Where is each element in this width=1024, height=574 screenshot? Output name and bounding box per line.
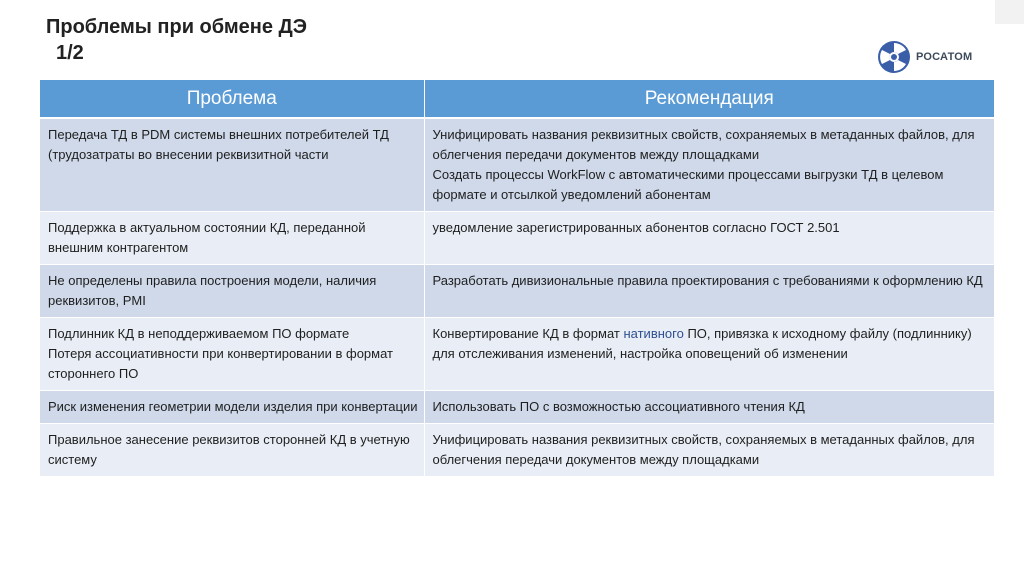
header-problem: Проблема xyxy=(40,80,424,118)
recommendation-text: Унифицировать названия реквизитных свойств, сохраняемых в метаданных файлов, для облегчения передачи документов между площадками xyxy=(432,432,975,467)
header-recommendation: Рекомендация xyxy=(424,80,994,118)
recommendation-cell xyxy=(424,318,994,391)
problem-text: Потеря ассоциативности при конвертировании в формат стороннего ПО xyxy=(48,346,393,381)
problem-cell xyxy=(40,424,424,477)
problem-text: Не определены правила построения модели, наличия реквизитов, PMI xyxy=(48,273,377,308)
problem-text: Правильное занесение реквизитов сторонней КД в учетную систему xyxy=(48,432,410,467)
recommendation-cell xyxy=(424,391,994,424)
rosatom-logo xyxy=(877,37,972,77)
problem-text: Подлинник КД в неподдерживаемом ПО формате xyxy=(48,326,350,341)
table-row xyxy=(40,318,994,391)
problem-cell xyxy=(40,212,424,265)
recommendation-cell xyxy=(424,118,994,212)
problem-cell xyxy=(40,265,424,318)
problem-text: Риск изменения геометрии модели изделия при конвертации xyxy=(48,399,418,414)
corner-decoration xyxy=(995,0,1024,24)
recommendation-text: Использовать ПО с возможностью ассоциативного чтения КД xyxy=(432,399,805,414)
recommendation-text: уведомление зарегистрированных абонентов согласно ГОСТ 2.501 xyxy=(432,220,840,235)
recommendation-text: Создать процессы WorkFlow с автоматическими процессами выгрузки ТД в целевом формате и отсылкой уведомлений абонентам xyxy=(432,167,944,202)
recommendation-cell xyxy=(424,212,994,265)
rosatom-atom-icon xyxy=(877,40,911,74)
table-header-row xyxy=(40,80,994,118)
table-row xyxy=(40,391,994,424)
title-line-2: 1/2 xyxy=(56,42,84,64)
page-title xyxy=(46,14,307,66)
recommendation-text: Унифицировать названия реквизитных свойств, сохраняемых в метаданных файлов, для облегчения передачи документов между площадками xyxy=(432,127,975,162)
logo-text: РОСАТОМ xyxy=(916,51,973,63)
recommendation-cell xyxy=(424,265,994,318)
table-row xyxy=(40,265,994,318)
recommendation-highlight: нативного xyxy=(623,326,684,341)
title-line-1: Проблемы при обмене ДЭ xyxy=(46,16,308,38)
problem-cell xyxy=(40,391,424,424)
recommendation-cell xyxy=(424,424,994,477)
table-row xyxy=(40,118,994,212)
problem-cell xyxy=(40,318,424,391)
recommendation-text-c: ПО, привязка к исходному файлу (подлиннику) для отслеживания изменений, настройка оповещений об изменении xyxy=(432,326,972,361)
problem-cell xyxy=(40,118,424,212)
recommendation-text: Разработать дивизиональные правила проектирования с требованиями к оформлению КД xyxy=(432,273,983,288)
recommendation-text-a: Конвертирование КД в формат xyxy=(432,326,624,341)
problem-text: Передача ТД в PDM системы внешних потребителей ТД (трудозатраты во внесении реквизитной части xyxy=(48,127,389,162)
table-row xyxy=(40,212,994,265)
table-row xyxy=(40,424,994,477)
problem-text: Поддержка в актуальном состоянии КД, переданной внешним контрагентом xyxy=(48,220,366,255)
problems-table xyxy=(40,80,994,477)
